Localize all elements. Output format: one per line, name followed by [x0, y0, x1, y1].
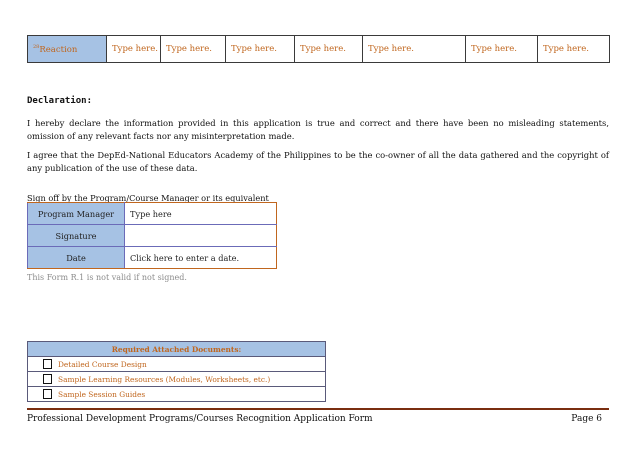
type-here-field[interactable]: Type here. [295, 36, 363, 63]
list-item [28, 387, 326, 402]
document-label: Detailed Course Design [58, 359, 147, 369]
validity-note: This Form R.1 is not valid if not signed. [27, 273, 187, 282]
table-row [28, 387, 326, 402]
table-row [28, 372, 326, 387]
table-row [28, 36, 610, 63]
table-row [28, 357, 326, 372]
footer-divider [27, 408, 609, 410]
document-label: Sample Session Guides [58, 389, 146, 399]
type-here-field[interactable]: Type here. [538, 36, 610, 63]
document-label: Sample Learning Resources (Modules, Worksheets, etc.) [58, 374, 271, 384]
declaration-paragraph: I agree that the DepEd-National Educators Academy of the Philippines to be the co-owner of all the data gathered and the copyright of any publication of the use of these data. [27, 150, 609, 173]
row-number: 28 [33, 43, 40, 50]
list-item [28, 357, 326, 372]
date-label: Date [28, 247, 125, 269]
table-row [28, 203, 277, 225]
type-here-field[interactable]: Type here. [107, 36, 161, 63]
type-here-field[interactable]: Type here. [226, 36, 295, 63]
date-picker-field[interactable]: Click here to enter a date. [125, 247, 277, 269]
reaction-label-cell [28, 36, 107, 63]
program-manager-label: Program Manager [28, 203, 125, 225]
list-item [28, 372, 326, 387]
type-here-field[interactable]: Type here. [466, 36, 538, 63]
page-number: Page 6 [571, 414, 602, 424]
declaration-title: Declaration: [27, 96, 93, 106]
checkbox[interactable] [43, 374, 52, 384]
checkbox[interactable] [43, 359, 52, 369]
reaction-label: Reaction [39, 44, 78, 55]
type-here-field[interactable]: Type here. [161, 36, 226, 63]
signoff-table [27, 202, 277, 269]
type-here-field[interactable]: Type here. [363, 36, 466, 63]
required-documents-table [27, 341, 326, 402]
program-manager-field[interactable]: Type here [125, 203, 277, 225]
table-row [28, 342, 326, 357]
footer-title: Professional Development Programs/Courses Recognition Application Form [27, 414, 373, 424]
signature-label: Signature [28, 225, 125, 247]
reaction-table [27, 35, 610, 63]
table-row [28, 225, 277, 247]
declaration-paragraph: I hereby declare the information provided in this application is true and correct and there have been no misleading statements, omission of any relevant facts nor any misinterpretation made. [27, 118, 609, 141]
table-row [28, 247, 277, 269]
signature-field[interactable] [125, 225, 277, 247]
checkbox[interactable] [43, 389, 52, 399]
required-documents-title: Required Attached Documents: [28, 342, 326, 357]
signoff-caption: Sign off by the Program/Course Manager or its equivalent [27, 193, 269, 203]
